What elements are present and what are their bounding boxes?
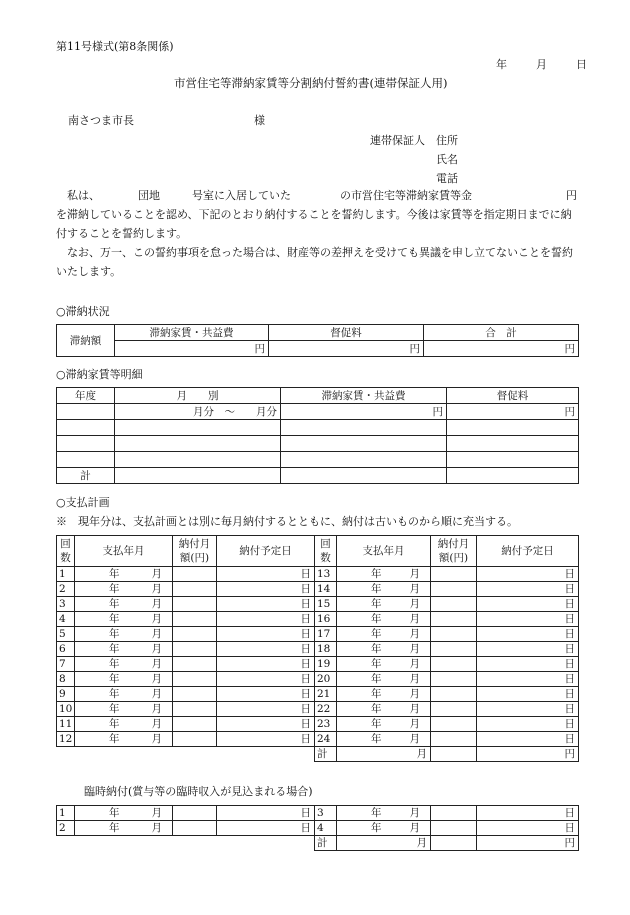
year-label: 年 <box>371 822 382 834</box>
pay-year-month <box>337 702 431 717</box>
arrears-status-table <box>56 324 579 357</box>
pay-year-month <box>75 612 173 627</box>
pay-year-month <box>75 657 173 672</box>
month-label: 月 <box>151 703 162 715</box>
pay-amount <box>173 732 217 747</box>
due-day: 日 <box>477 657 579 672</box>
row-number: 1 <box>57 567 75 582</box>
due-day: 日 <box>217 821 315 836</box>
row-number: 11 <box>57 717 75 732</box>
pay-amount <box>431 582 477 597</box>
due-day: 日 <box>477 597 579 612</box>
month-label: 月 <box>409 598 420 610</box>
pay-year-month <box>75 642 173 657</box>
section4-heading: 臨時納付(賞与等の臨時収入が見込まれる場合) <box>84 785 313 798</box>
pay-amount <box>431 627 477 642</box>
year-label: 年 <box>109 718 120 730</box>
total-row <box>315 747 579 762</box>
header-rent: 滞納家賃・共益費 <box>115 325 269 341</box>
total-month: 月 <box>337 747 431 762</box>
row-number: 9 <box>57 687 75 702</box>
detail-fee-yen: 円 <box>447 404 579 420</box>
pay-year-month <box>337 597 431 612</box>
row-number: 17 <box>315 627 337 642</box>
document-title: 市営住宅等滞納家賃等分割納付誓約書(連帯保証人用) <box>174 76 448 90</box>
due-day: 日 <box>217 627 315 642</box>
due-day: 日 <box>217 702 315 717</box>
section1-heading: ○滞納状況 <box>56 305 110 318</box>
month-label: 月 <box>151 613 162 625</box>
due-day: 日 <box>217 597 315 612</box>
pay-amount <box>431 642 477 657</box>
table-row <box>57 702 315 717</box>
pay-amount <box>431 821 477 836</box>
pay-year-month <box>337 687 431 702</box>
header-total: 合 計 <box>424 325 579 341</box>
year-label: 年 <box>109 703 120 715</box>
pay-amount <box>431 612 477 627</box>
guarantor-role: 連帯保証人 <box>370 134 425 147</box>
pay-amount <box>431 567 477 582</box>
table-row <box>57 597 315 612</box>
pay-year-month <box>337 717 431 732</box>
month-label: 月 <box>151 628 162 640</box>
year-label: 年 <box>109 733 120 745</box>
pay-year-month <box>75 702 173 717</box>
pay-year-month <box>75 672 173 687</box>
form-number: 第11号様式(第8条関係) <box>56 40 174 53</box>
plan-header-month: 支払年月 <box>75 536 173 567</box>
month-label: 月 <box>151 688 162 700</box>
total-month: 月 <box>337 836 431 851</box>
table-row <box>315 732 579 747</box>
month-label: 月 <box>409 628 420 640</box>
detail-cell <box>57 404 115 420</box>
header-fee: 督促料 <box>269 325 424 341</box>
row-number: 10 <box>57 702 75 717</box>
guarantor-name-label: 氏名 <box>436 153 458 166</box>
year-label: 年 <box>371 583 382 595</box>
row-number: 23 <box>315 717 337 732</box>
payment-plan-table-right <box>314 535 579 762</box>
due-day: 日 <box>477 642 579 657</box>
month-label: 月 <box>151 807 162 819</box>
table-row <box>57 806 315 821</box>
due-day: 日 <box>477 821 579 836</box>
month-label: 月 <box>151 568 162 580</box>
pay-amount <box>173 567 217 582</box>
payment-plan-table-left <box>56 535 315 747</box>
body-p1-b: 団地 <box>138 189 160 202</box>
date-year: 年 <box>496 58 507 71</box>
table-row <box>57 612 315 627</box>
pay-amount <box>173 582 217 597</box>
year-label: 年 <box>109 643 120 655</box>
row-number: 5 <box>57 627 75 642</box>
detail-header-year: 年度 <box>57 388 115 404</box>
plan-header-amount: 納付月 額(円) <box>431 536 477 567</box>
month-label: 月 <box>409 658 420 670</box>
due-day: 日 <box>217 567 315 582</box>
date-day: 日 <box>576 58 587 71</box>
month-label: 月 <box>409 583 420 595</box>
pay-year-month <box>337 642 431 657</box>
pay-year-month <box>75 627 173 642</box>
detail-rent-yen: 円 <box>281 404 447 420</box>
section3-heading: ○支払計画 <box>56 496 110 509</box>
total-yen: 円 <box>424 341 579 357</box>
pay-amount <box>173 597 217 612</box>
pay-amount <box>431 672 477 687</box>
month-label: 月 <box>409 822 420 834</box>
month-label: 月 <box>409 673 420 685</box>
due-day: 日 <box>477 567 579 582</box>
year-label: 年 <box>371 703 382 715</box>
temporary-payment-table-right <box>314 805 579 851</box>
arrears-detail-table <box>56 387 579 484</box>
pay-amount <box>173 687 217 702</box>
year-label: 年 <box>109 583 120 595</box>
pay-amount <box>173 702 217 717</box>
pay-amount <box>173 657 217 672</box>
year-label: 年 <box>371 673 382 685</box>
table-row <box>315 627 579 642</box>
table-row <box>315 806 579 821</box>
row-number: 8 <box>57 672 75 687</box>
table-row <box>57 687 315 702</box>
pay-amount <box>431 597 477 612</box>
pay-year-month <box>337 657 431 672</box>
pay-amount <box>431 717 477 732</box>
year-label: 年 <box>109 688 120 700</box>
row-number: 1 <box>57 806 75 821</box>
table-row <box>315 687 579 702</box>
table-row <box>57 672 315 687</box>
row-number: 18 <box>315 642 337 657</box>
row-number: 24 <box>315 732 337 747</box>
row-number: 16 <box>315 612 337 627</box>
year-label: 年 <box>371 598 382 610</box>
plan-header-due: 納付予定日 <box>477 536 579 567</box>
year-label: 年 <box>109 598 120 610</box>
month-label: 月 <box>151 643 162 655</box>
month-label: 月 <box>409 703 420 715</box>
row-number: 12 <box>57 732 75 747</box>
month-label: 月 <box>409 688 420 700</box>
pay-year-month <box>337 627 431 642</box>
plan-header-month: 支払年月 <box>337 536 431 567</box>
table-row <box>315 582 579 597</box>
body-p1-c: 号室に入居していた <box>192 189 291 202</box>
pay-amount <box>431 687 477 702</box>
total-amount <box>431 836 477 851</box>
row-number: 19 <box>315 657 337 672</box>
pay-amount <box>431 806 477 821</box>
due-day: 日 <box>477 732 579 747</box>
addressee-sama: 様 <box>254 114 265 127</box>
year-label: 年 <box>371 733 382 745</box>
plan-header-count: 回 数 <box>315 536 337 567</box>
detail-header-month: 月 別 <box>115 388 281 404</box>
pay-year-month <box>75 732 173 747</box>
table-row <box>315 612 579 627</box>
total-yen: 円 <box>477 747 579 762</box>
pay-year-month <box>337 732 431 747</box>
year-label: 年 <box>371 807 382 819</box>
table-row <box>315 567 579 582</box>
table-row <box>315 702 579 717</box>
pay-year-month <box>75 582 173 597</box>
row-number: 14 <box>315 582 337 597</box>
table-row <box>315 717 579 732</box>
month-label: 月 <box>151 733 162 745</box>
pay-year-month <box>75 806 173 821</box>
pay-amount <box>173 806 217 821</box>
row-number: 2 <box>57 821 75 836</box>
pay-year-month <box>337 821 431 836</box>
row-number: 4 <box>315 821 337 836</box>
due-day: 日 <box>217 612 315 627</box>
due-day: 日 <box>477 702 579 717</box>
row-number: 3 <box>57 597 75 612</box>
month-label: 月 <box>151 598 162 610</box>
rent-yen: 円 <box>115 341 269 357</box>
table-row <box>315 597 579 612</box>
row-number: 2 <box>57 582 75 597</box>
pay-year-month <box>75 717 173 732</box>
pay-year-month <box>337 612 431 627</box>
date-month: 月 <box>536 58 547 71</box>
plan-header-amount: 納付月 額(円) <box>173 536 217 567</box>
arrears-row-label: 滞納額 <box>57 325 115 357</box>
due-day: 日 <box>217 732 315 747</box>
table-row <box>315 821 579 836</box>
year-label: 年 <box>109 568 120 580</box>
table-row <box>57 627 315 642</box>
pay-amount <box>173 821 217 836</box>
year-label: 年 <box>371 568 382 580</box>
fee-yen: 円 <box>269 341 424 357</box>
pay-amount <box>173 612 217 627</box>
body-p1-d: の市営住宅等滞納家賃等金 <box>340 189 472 202</box>
table-row <box>57 657 315 672</box>
table-row <box>57 732 315 747</box>
year-label: 年 <box>109 807 120 819</box>
month-label: 月 <box>151 718 162 730</box>
section2-heading: ○滞納家賃等明細 <box>56 368 143 381</box>
plan-header-due: 納付予定日 <box>217 536 315 567</box>
year-label: 年 <box>371 643 382 655</box>
month-label: 月 <box>409 733 420 745</box>
pledge-body <box>56 186 578 281</box>
table-row <box>315 642 579 657</box>
table-row <box>57 582 315 597</box>
table-row <box>57 821 315 836</box>
row-number: 4 <box>57 612 75 627</box>
due-day: 日 <box>217 642 315 657</box>
pay-amount <box>173 642 217 657</box>
due-day: 日 <box>217 717 315 732</box>
body-p1-e: 円 <box>566 189 577 202</box>
pay-amount <box>431 702 477 717</box>
row-number: 15 <box>315 597 337 612</box>
detail-months: 月分 〜 月分 <box>115 404 281 420</box>
table-row <box>57 642 315 657</box>
month-label: 月 <box>409 613 420 625</box>
total-amount <box>431 747 477 762</box>
pay-year-month <box>337 567 431 582</box>
body-p1-a: 私は、 <box>67 189 100 202</box>
due-day: 日 <box>477 687 579 702</box>
month-label: 月 <box>409 568 420 580</box>
row-number: 13 <box>315 567 337 582</box>
due-day: 日 <box>217 687 315 702</box>
month-label: 月 <box>409 807 420 819</box>
row-number: 3 <box>315 806 337 821</box>
row-number: 6 <box>57 642 75 657</box>
month-label: 月 <box>151 658 162 670</box>
addressee-mayor: 南さつま市長 <box>68 114 134 127</box>
due-day: 日 <box>217 806 315 821</box>
pay-amount <box>431 732 477 747</box>
pay-year-month <box>75 687 173 702</box>
detail-header-rent: 滞納家賃・共益費 <box>281 388 447 404</box>
due-day: 日 <box>477 672 579 687</box>
year-label: 年 <box>109 628 120 640</box>
detail-total-label: 計 <box>57 468 115 484</box>
due-day: 日 <box>217 582 315 597</box>
guarantor-address-label: 住所 <box>436 134 458 147</box>
year-label: 年 <box>109 613 120 625</box>
table-row <box>57 567 315 582</box>
pay-amount <box>173 717 217 732</box>
section3-note: ※ 現年分は、支払計画とは別に毎月納付するとともに、納付は古いものから順に充当する。 <box>56 515 518 528</box>
total-label: 計 <box>315 747 337 762</box>
detail-header-fee: 督促料 <box>447 388 579 404</box>
guarantor-phone-label: 電話 <box>436 172 458 185</box>
temporary-payment-table-left <box>56 805 315 836</box>
month-label: 月 <box>151 583 162 595</box>
pay-year-month <box>75 597 173 612</box>
month-label: 月 <box>409 718 420 730</box>
month-label: 月 <box>409 643 420 655</box>
row-number: 22 <box>315 702 337 717</box>
row-number: 20 <box>315 672 337 687</box>
due-day: 日 <box>477 717 579 732</box>
month-label: 月 <box>151 822 162 834</box>
year-label: 年 <box>109 658 120 670</box>
due-day: 日 <box>477 627 579 642</box>
pay-year-month <box>75 567 173 582</box>
table-row <box>315 657 579 672</box>
due-day: 日 <box>477 582 579 597</box>
row-number: 7 <box>57 657 75 672</box>
pay-amount <box>173 672 217 687</box>
table-row <box>315 672 579 687</box>
body-p1-rest: を滞納していることを認め、下記のとおり納付することを誓約します。今後は家賃等を指定期日までに納付することを誓約します。 <box>56 208 572 240</box>
row-number: 21 <box>315 687 337 702</box>
total-row <box>315 836 579 851</box>
total-label: 計 <box>315 836 337 851</box>
year-label: 年 <box>109 822 120 834</box>
plan-header-count: 回 数 <box>57 536 75 567</box>
year-label: 年 <box>371 718 382 730</box>
due-day: 日 <box>217 657 315 672</box>
month-label: 月 <box>151 673 162 685</box>
pay-amount <box>431 657 477 672</box>
due-day: 日 <box>477 612 579 627</box>
pay-amount <box>173 627 217 642</box>
due-day: 日 <box>217 672 315 687</box>
date-line <box>496 56 587 72</box>
year-label: 年 <box>371 688 382 700</box>
pay-year-month <box>337 806 431 821</box>
table-row <box>57 717 315 732</box>
pay-year-month <box>337 672 431 687</box>
year-label: 年 <box>371 658 382 670</box>
year-label: 年 <box>371 613 382 625</box>
total-yen: 円 <box>477 836 579 851</box>
due-day: 日 <box>477 806 579 821</box>
pay-year-month <box>337 582 431 597</box>
body-p2: なお、万一、この誓約事項を怠った場合は、財産等の差押えを受けても異議を申し立てないことを誓約いたします。 <box>56 246 573 278</box>
year-label: 年 <box>371 628 382 640</box>
pay-year-month <box>75 821 173 836</box>
year-label: 年 <box>109 673 120 685</box>
